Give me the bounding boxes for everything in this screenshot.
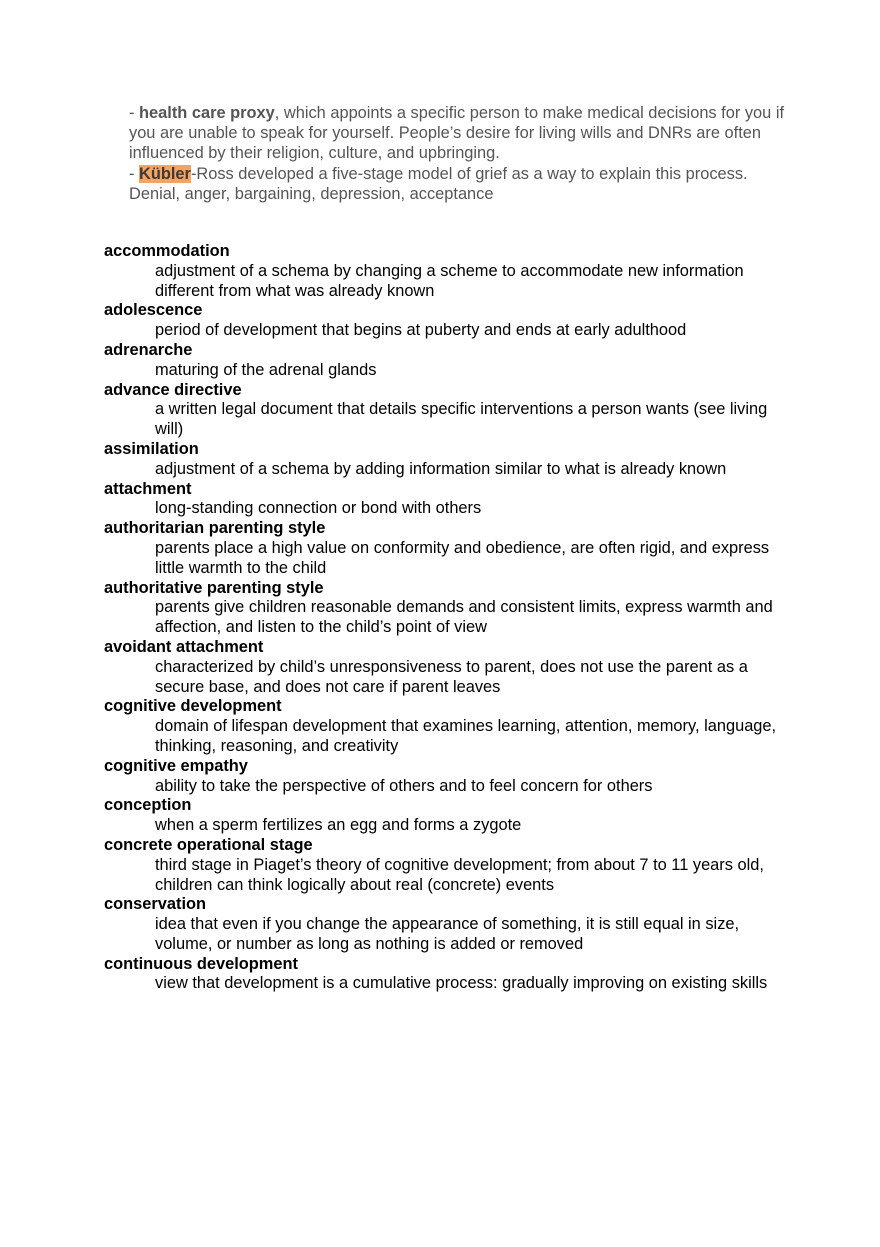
bullet-dash: - [129,164,140,183]
glossary-term: avoidant attachment [104,637,264,656]
glossary-term: advance directive [104,380,242,399]
glossary-term: accommodation [104,242,230,260]
glossary-term: assimilation [104,439,199,458]
glossary-entry [104,381,794,440]
glossary-entry [104,697,794,756]
glossary-term: continuous development [104,954,298,973]
glossary-entry [104,796,794,836]
bullet-dash: - [129,104,140,122]
glossary-term: cognitive empathy [104,756,248,775]
glossary-entry [104,836,794,895]
glossary-entry [104,341,794,381]
intro-line-kubler-ross [129,164,789,204]
intro-notes [129,103,789,204]
glossary-definition: maturing of the adrenal glands [155,360,377,379]
glossary-definition: characterized by child’s unresponsiveness to parent, does not use the parent as a secure base, and does not care if parent leaves [155,657,748,696]
glossary-definition: adjustment of a schema by adding information similar to what is already known [155,459,727,478]
glossary-entry [104,895,794,954]
glossary-entry [104,480,794,520]
glossary-entry [104,242,794,301]
health-care-proxy-term: health care proxy [139,104,275,122]
glossary-entry [104,440,794,480]
glossary-definition: idea that even if you change the appearance of something, it is still equal in size, volume, or number as long as nothing is added or removed [155,915,740,953]
glossary-term: attachment [104,479,192,498]
glossary-definition: when a sperm fertilizes an egg and forms a zygote [155,816,522,835]
glossary-list [104,242,794,994]
glossary-definition: a written legal document that details specific interventions a person wants (see living will) [155,400,768,439]
glossary-entry [104,638,794,697]
glossary-definition: adjustment of a schema by changing a scheme to accommodate new information different from what was already known [155,261,744,300]
glossary-definition: parents give children reasonable demands and consistent limits, express warmth and affection, and listen to the child’s point of view [155,598,773,637]
glossary-entry [104,519,794,578]
glossary-definition: parents place a high value on conformity and obedience, are often rigid, and express little warmth to the child [155,538,770,577]
glossary-definition: long-standing connection or bond with others [155,499,482,518]
glossary-definition: view that development is a cumulative process: gradually improving on existing skills [155,974,768,993]
glossary-term: adolescence [104,301,203,320]
intro-line-health-care-proxy [129,103,789,164]
glossary-entry [104,955,794,995]
glossary-definition: third stage in Piaget’s theory of cognitive development; from about 7 to 11 years old, children can think logically about real (concrete) events [155,855,764,894]
glossary-definition: period of development that begins at puberty and ends at early adulthood [155,321,687,340]
glossary-term: conservation [104,895,207,914]
glossary-term: authoritarian parenting style [104,519,326,538]
glossary-entry [104,301,794,341]
glossary-term: authoritative parenting style [104,578,324,597]
glossary-entry [104,579,794,638]
glossary-term: cognitive development [104,697,282,716]
glossary-term: concrete operational stage [104,835,313,854]
glossary-definition: ability to take the perspective of others and to feel concern for others [155,776,653,795]
health-care-proxy-text: , which appoints a specific person to make medical decisions for you if you are unable to speak for yourself. People’s desire for living wills and DNRs are often influenced by their religion, culture, and upbringing. [129,104,785,163]
glossary-term: conception [104,796,192,815]
glossary-definition: domain of lifespan development that examines learning, attention, memory, language, thinking, reasoning, and creativity [155,717,777,755]
highlighted-name: Kübler [139,164,191,183]
glossary-term: adrenarche [104,340,193,359]
kubler-ross-text: -Ross developed a five-stage model of grief as a way to explain this process. Denial, anger, bargaining, depression, acceptance [129,164,748,203]
glossary-entry [104,757,794,797]
